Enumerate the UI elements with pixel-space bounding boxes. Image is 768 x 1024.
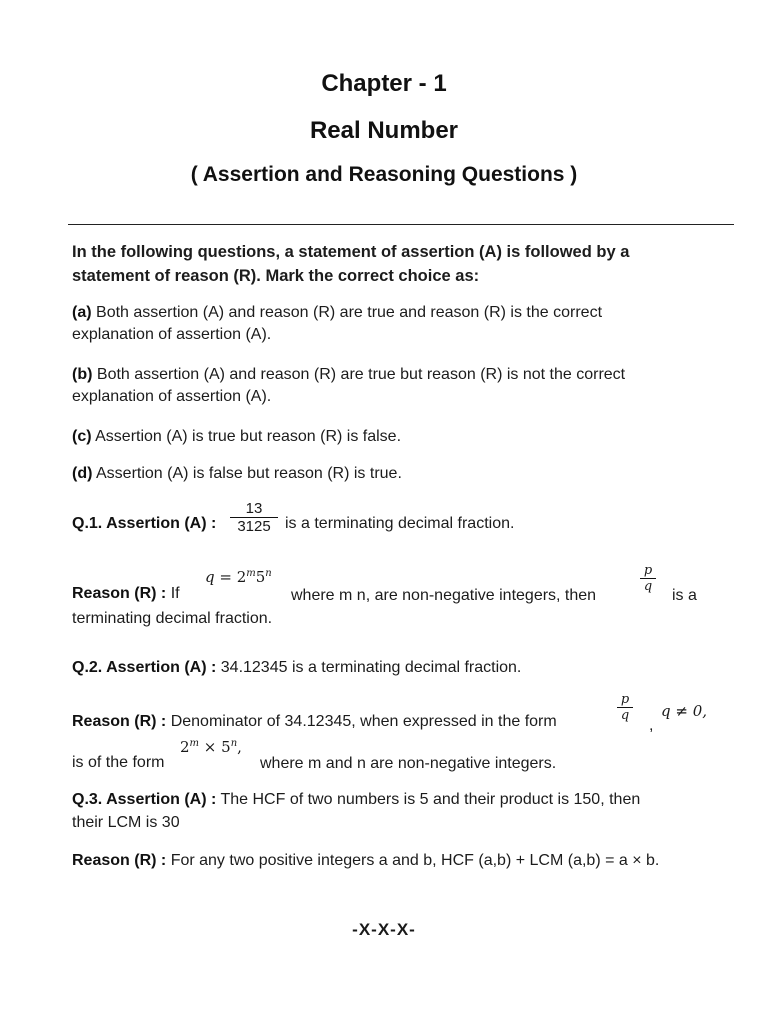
q2-assertion-text: 34.12345 is a terminating decimal fraction. xyxy=(220,659,522,676)
q3-assertion-line-2: their LCM is 30 xyxy=(72,814,180,831)
q1-reason-formula: $q = 2^m5^n$ xyxy=(205,568,272,586)
q1-fraction-numerator: 13 xyxy=(245,500,263,517)
option-a-label: (a) xyxy=(72,304,92,321)
q2-condition: q ≠ 0, xyxy=(661,702,708,720)
option-c xyxy=(72,426,401,448)
q2-line2-start: is of the form xyxy=(72,754,165,771)
instructions xyxy=(72,240,629,288)
q3-reason-text: For any two positive integers a and b, HCF (a,b) + LCM (a,b) = a × b. xyxy=(170,852,660,869)
chapter-title: Chapter - 1 xyxy=(321,70,447,97)
q2-reason xyxy=(72,711,557,733)
q3-assertion-label: Q.3. Assertion (A) : xyxy=(72,791,217,808)
q3-reason-label: Reason (R) : xyxy=(72,852,167,869)
end-mark: -X-X-X- xyxy=(352,920,416,939)
q1-reason-line-2: terminating decimal fraction. xyxy=(72,610,273,627)
q2-assertion-label: Q.2. Assertion (A) : xyxy=(72,659,217,676)
q2-reason-text: Denominator of 34.12345, when expressed in the form xyxy=(170,713,557,730)
instructions-line-2: statement of reason (R). Mark the correct choice as: xyxy=(72,267,480,285)
q1-reason-fraction: $\frac{p}{q}$ xyxy=(640,563,656,594)
q1-assertion-label: Q.1. Assertion (A) : xyxy=(72,515,217,532)
option-d xyxy=(72,463,402,485)
option-b-text-1: Both assertion (A) and reason (R) are true but reason (R) is not the correct xyxy=(96,366,626,383)
q2-line2-end: where m and n are non-negative integers. xyxy=(260,755,557,772)
option-c-label: (c) xyxy=(72,428,92,445)
subject-title: Real Number xyxy=(309,117,459,144)
q1-reason-text: where m n, are non-negative integers, then xyxy=(291,587,597,604)
option-d-label: (d) xyxy=(72,465,93,482)
instructions-line-1: In the following questions, a statement of assertion (A) is followed by a xyxy=(72,243,630,261)
option-a xyxy=(72,302,602,346)
q2-assertion xyxy=(72,657,521,679)
q3-reason xyxy=(72,850,659,872)
q1-reason-if: If xyxy=(170,585,180,602)
q3-assertion xyxy=(72,789,640,811)
q1-reason-is-a: is a xyxy=(672,587,697,604)
q2-reason-fraction: $\frac{p}{q}$ xyxy=(617,692,633,723)
option-a-text-1: Both assertion (A) and reason (R) are true and reason (R) is the correct xyxy=(96,304,603,321)
q3-assertion-text: The HCF of two numbers is 5 and their product is 150, then xyxy=(220,791,641,808)
q2-reason-label: Reason (R) : xyxy=(72,713,167,730)
header-divider xyxy=(68,224,734,225)
option-c-text: Assertion (A) is true but reason (R) is false. xyxy=(95,428,402,445)
option-b-label: (b) xyxy=(72,366,93,383)
option-b xyxy=(72,364,625,408)
option-b-text-2: explanation of assertion (A). xyxy=(72,388,272,405)
option-a-text-2: explanation of assertion (A). xyxy=(72,326,272,343)
q1-assertion-text: is a terminating decimal fraction. xyxy=(285,515,515,532)
q1-reason-label: Reason (R) : If xyxy=(72,585,180,602)
q1-fraction-denominator: 3125 xyxy=(230,517,278,535)
q2-comma: , xyxy=(649,717,654,734)
q1-fraction xyxy=(230,500,278,535)
option-d-text: Assertion (A) is false but reason (R) is true. xyxy=(96,465,402,482)
section-subtitle: ( Assertion and Reasoning Questions ) xyxy=(190,163,578,186)
q2-form-expression: $2^m \times 5^n$, xyxy=(180,738,242,756)
